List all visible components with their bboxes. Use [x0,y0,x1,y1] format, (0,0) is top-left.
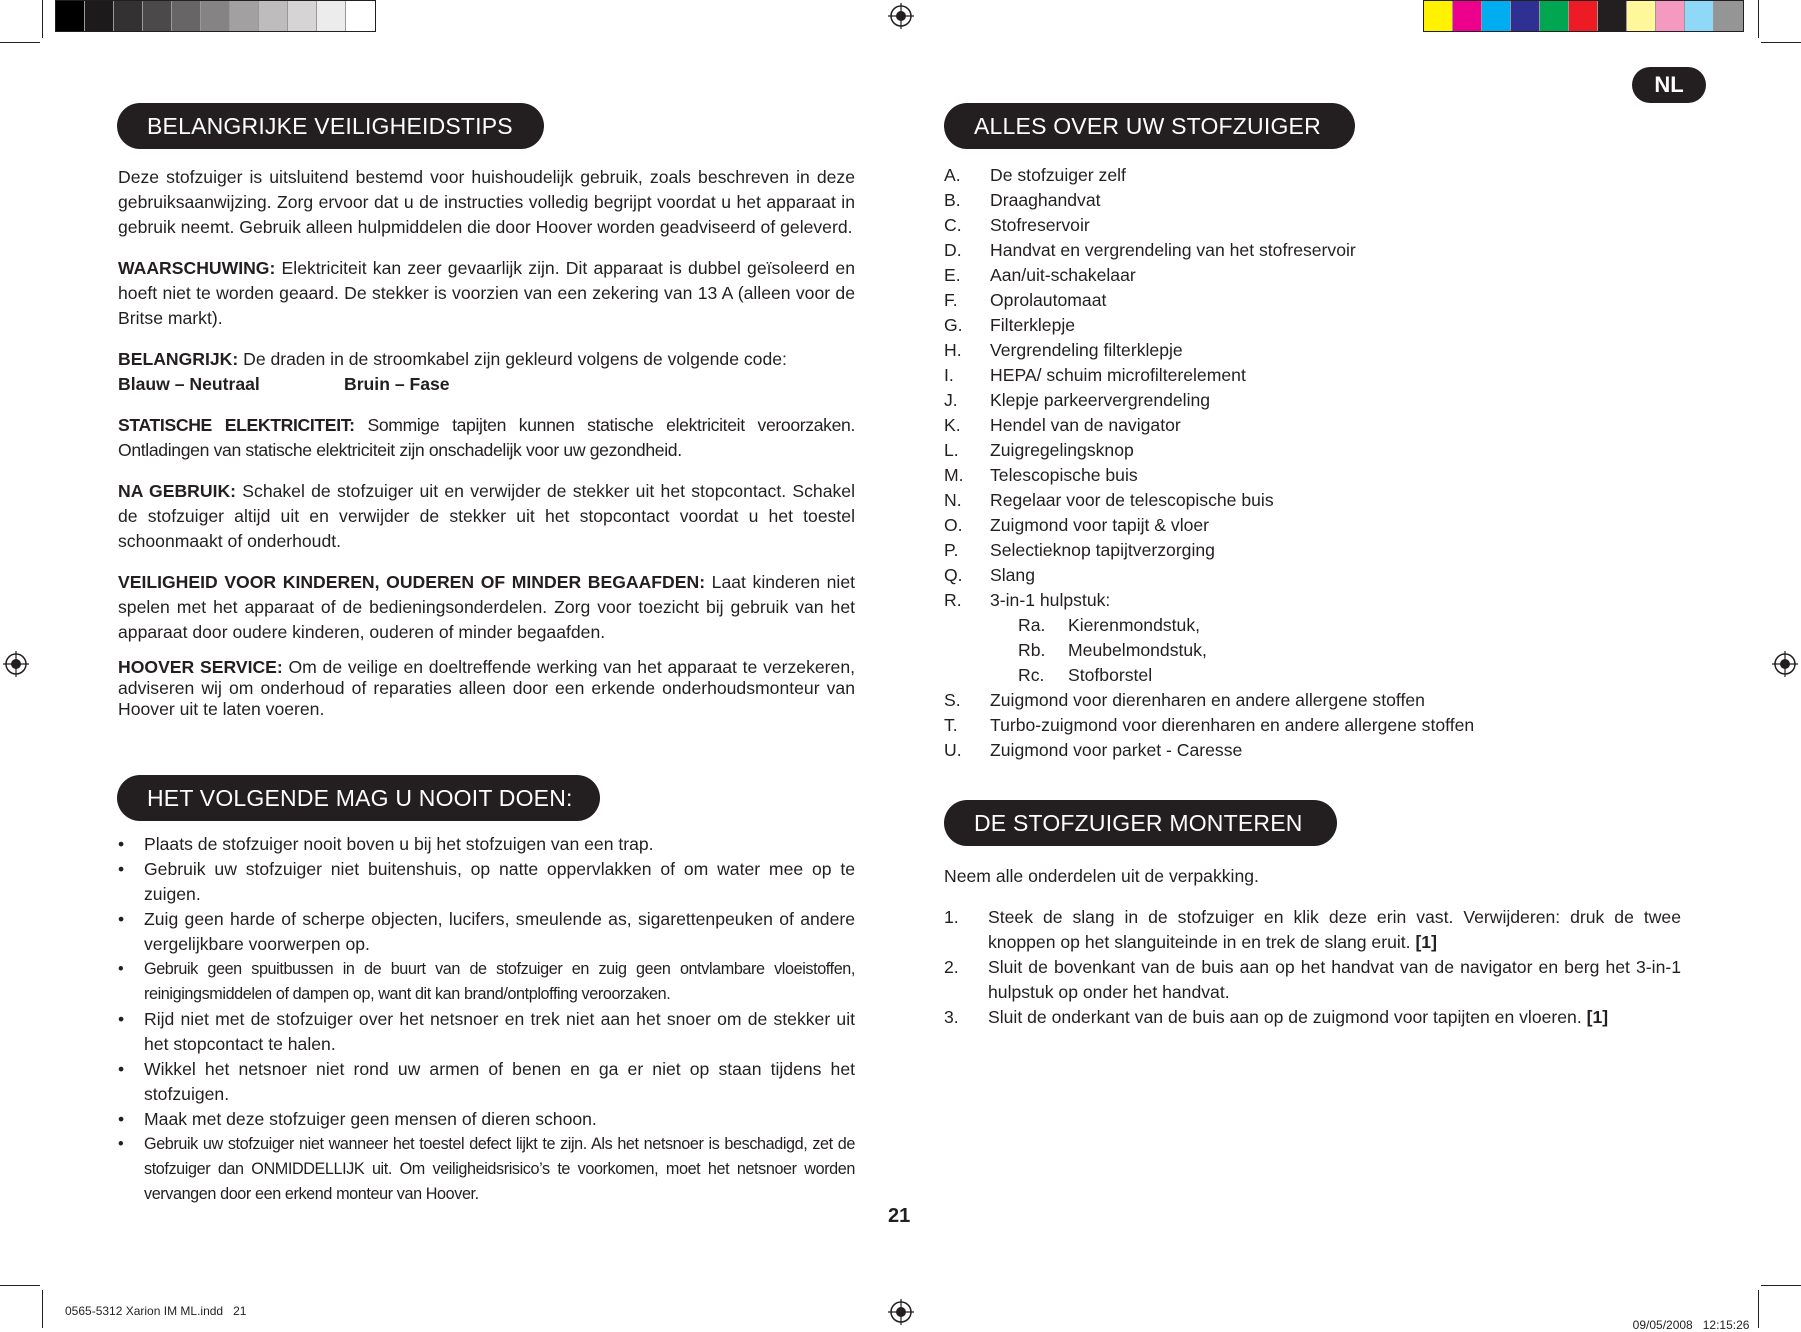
crop-mark [0,42,40,43]
list-item: T. Turbo-zuigmond voor dierenharen en andere allergene stoffen [944,715,1475,735]
page-number: 21 [888,1205,911,1227]
after-use-text: Schakel de stofzuiger uit en verwijder de stekker uit het stopcontact. Schakel de stofzuiger altijd uit en verwijder de stekker uit het stopcontact voordat u het toestel schoonmaakt of onderhoudt. [118,481,855,551]
registration-mark-icon [888,3,914,29]
wire-brown: Bruin – Fase [344,374,450,394]
step-item: 3. Sluit de onderkant van de buis aan op de zuigmond voor tapijten en vloeren. [1] [944,1007,1609,1027]
list-item: R. 3-in-1 hulpstuk: [944,590,1111,610]
color-swatch [230,1,259,31]
crop-mark [0,1285,40,1286]
list-item: P. Selectieknop tapijtverzorging [944,540,1215,560]
list-item: A. De stofzuiger zelf [944,165,1126,185]
list-item: H. Vergrendeling filterklepje [944,340,1183,360]
children-text: Laat kinderen niet spelen met het apparaat of de bedieningsonderdelen. Zorg voor toezicht bij gebruik van het apparaat door oudere kinderen, ouderen of minder begaafden. [118,572,855,642]
list-item: • Gebruik geen spuitbussen in de buurt van de stofzuiger en zuig geen ontvlambare vloeistoffen, reinigingsmiddelen of dampen op, want dit kan brand/ontploffing veroorzaken. [118,957,855,1007]
list-item: • Zuig geen harde of scherpe objecten, lucifers, smeulende as, sigarettenpeuken of andere vergelijkbare voorwerpen op. [118,907,855,957]
color-swatch [172,1,201,31]
list-item: • Gebruik uw stofzuiger niet wanneer het toestel defect lijkt te zijn. Als het netsnoer is beschadigd, zet de stofzuiger dan ONMIDDELLIJK uit. Om veiligheidsrisico’s te voorkomen, moet het netsnoer worden vervangen door een erkend monteur van Hoover. [118,1132,855,1207]
never-list [118,832,855,1207]
assembly-intro: Neem alle onderdelen uit de verpakking. [944,866,1259,886]
list-item: E. Aan/uit-schakelaar [944,265,1136,285]
children-paragraph [118,570,855,645]
list-item: M. Telescopische buis [944,465,1138,485]
safety-section [118,165,855,720]
children-label: VEILIGHEID VOOR KINDEREN, OUDEREN OF MINDER BEGAAFDEN: [118,572,706,592]
wire-color-code [118,372,855,397]
color-swatch [1424,1,1453,31]
color-swatch [1540,1,1569,31]
never-heading: HET VOLGENDE MAG U NOOIT DOEN: [117,775,600,821]
step-item: 1. Steek de slang in de stofzuiger en klik deze erin vast. Verwijderen: druk de twee knoppen op het slanguiteinde in en trek de slang eruit. [1] [944,907,1681,952]
language-badge: NL [1632,67,1706,103]
color-swatch [201,1,230,31]
color-swatch [346,1,375,31]
process-color-bar [1423,0,1744,32]
list-item: L. Zuigregelingsknop [944,440,1134,460]
warning-text: Elektriciteit kan zeer gevaarlijk zijn. Dit apparaat is dubbel geïsoleerd en hoeft niet te worden geaard. De stekker is voorzien van een zekering van 13 A (alleen voor de Britse markt). [118,258,855,328]
color-swatch [114,1,143,31]
list-item: • Rijd niet met de stofzuiger over het netsnoer en trek niet aan het snoer om de stekker uit het stopcontact te halen. [118,1007,855,1057]
crop-mark [42,1290,43,1328]
color-swatch [1511,1,1540,31]
static-text: Sommige tapijten kunnen statische elektriciteit veroorzaken. Ontladingen van statische elektriciteit zijn onschadelijk voor uw gezondheid. [118,415,855,460]
color-swatch [1569,1,1598,31]
list-item: Q. Slang [944,565,1035,585]
crop-mark [42,0,43,38]
color-swatch [1598,1,1627,31]
after-use-label: NA GEBRUIK: [118,481,237,501]
important-label: BELANGRIJK: [118,349,239,369]
color-swatch [259,1,288,31]
service-label: HOOVER SERVICE: [118,657,283,677]
list-item: K. Hendel van de navigator [944,415,1181,435]
crop-mark [1758,1290,1759,1328]
important-text: De draden in de stroomkabel zijn gekleurd volgens de volgende code: [238,349,787,369]
list-item: J. Klepje parkeervergrendeling [944,390,1211,410]
parts-list [944,163,1474,763]
slug-filename: 0565-5312 Xarion IM ML.indd 21 [65,1304,247,1318]
static-label: STATISCHE ELEKTRICITEIT: [118,415,355,435]
warning-paragraph [118,256,855,331]
important-paragraph [118,347,855,372]
crop-mark [1758,0,1759,38]
assembly-steps [944,905,1681,1030]
color-swatch [317,1,346,31]
color-swatch [1482,1,1511,31]
assembly-heading: DE STOFZUIGER MONTEREN [944,800,1337,846]
color-swatch [1453,1,1482,31]
list-item: F. Oprolautomaat [944,290,1107,310]
step-item: 2. Sluit de bovenkant van de buis aan op het handvat van de navigator en berg het 3-in-1 hulpstuk op onder het handvat. [944,957,1681,1002]
grayscale-color-bar [55,0,376,32]
list-item: O. Zuigmond voor tapijt & vloer [944,515,1210,535]
color-swatch [1656,1,1685,31]
warning-label: WAARSCHUWING: [118,258,276,278]
registration-mark-icon [3,651,29,677]
list-item: U. Zuigmond voor parket - Caresse [944,740,1243,760]
intro-paragraph: Deze stofzuiger is uitsluitend bestemd voor huishoudelijk gebruik, zoals beschreven in deze gebruiksaanwijzing. Zorg ervoor dat u de instructies volledig begrijpt voordat u het apparaat in gebruik neemt. Gebruik alleen hulpmiddelen die door Hoover worden geadviseerd of geleverd. [118,167,855,237]
after-use-paragraph [118,479,855,554]
crop-mark [1761,1285,1801,1286]
list-item: C. Stofreservoir [944,215,1090,235]
parts-heading: ALLES OVER UW STOFZUIGER [944,103,1355,149]
color-swatch [143,1,172,31]
list-item: B. Draaghandvat [944,190,1101,210]
color-swatch [288,1,317,31]
color-swatch [1714,1,1743,31]
list-item: D. Handvat en vergrendeling van het stofreservoir [944,240,1356,260]
wire-blue: Blauw – Neutraal [118,374,260,394]
list-item: N. Regelaar voor de telescopische buis [944,490,1274,510]
safety-heading: BELANGRIJKE VEILIGHEIDSTIPS [117,103,544,149]
list-item: • Wikkel het netsnoer niet rond uw armen of benen en ga er niet op staan tijdens het stofzuigen. [118,1057,855,1107]
color-swatch [1685,1,1714,31]
registration-mark-icon [888,1299,914,1325]
list-item: S. Zuigmond voor dierenharen en andere allergene stoffen [944,690,1425,710]
static-paragraph [118,413,855,463]
list-item: G. Filterklepje [944,315,1076,335]
registration-mark-icon [1772,651,1798,677]
crop-mark [1761,42,1801,43]
list-item: • Plaats de stofzuiger nooit boven u bij het stofzuigen van een trap. [118,832,855,857]
list-item: I. HEPA/ schuim microfilterelement [944,365,1246,385]
color-swatch [56,1,85,31]
color-swatch [1627,1,1656,31]
list-item: • Gebruik uw stofzuiger niet buitenshuis, op natte oppervlakken of om water mee op te zuigen. [118,857,855,907]
sub-list-item: Rb. Meubelmondstuk, [1018,640,1207,660]
sub-list-item: Rc. Stofborstel [1018,665,1153,685]
color-swatch [85,1,114,31]
list-item: • Maak met deze stofzuiger geen mensen of dieren schoon. [118,1107,855,1132]
service-paragraph [118,657,855,720]
slug-date: 09/05/2008 12:15:26 [1632,1318,1750,1332]
sub-list-item: Ra. Kierenmondstuk, [1018,615,1201,635]
service-text: Om de veilige en doeltreffende werking van het apparaat te verzekeren, adviseren wij om onderhoud of reparaties alleen door een erkende onderhoudsmonteur van Hoover uit te laten voeren. [118,657,855,719]
